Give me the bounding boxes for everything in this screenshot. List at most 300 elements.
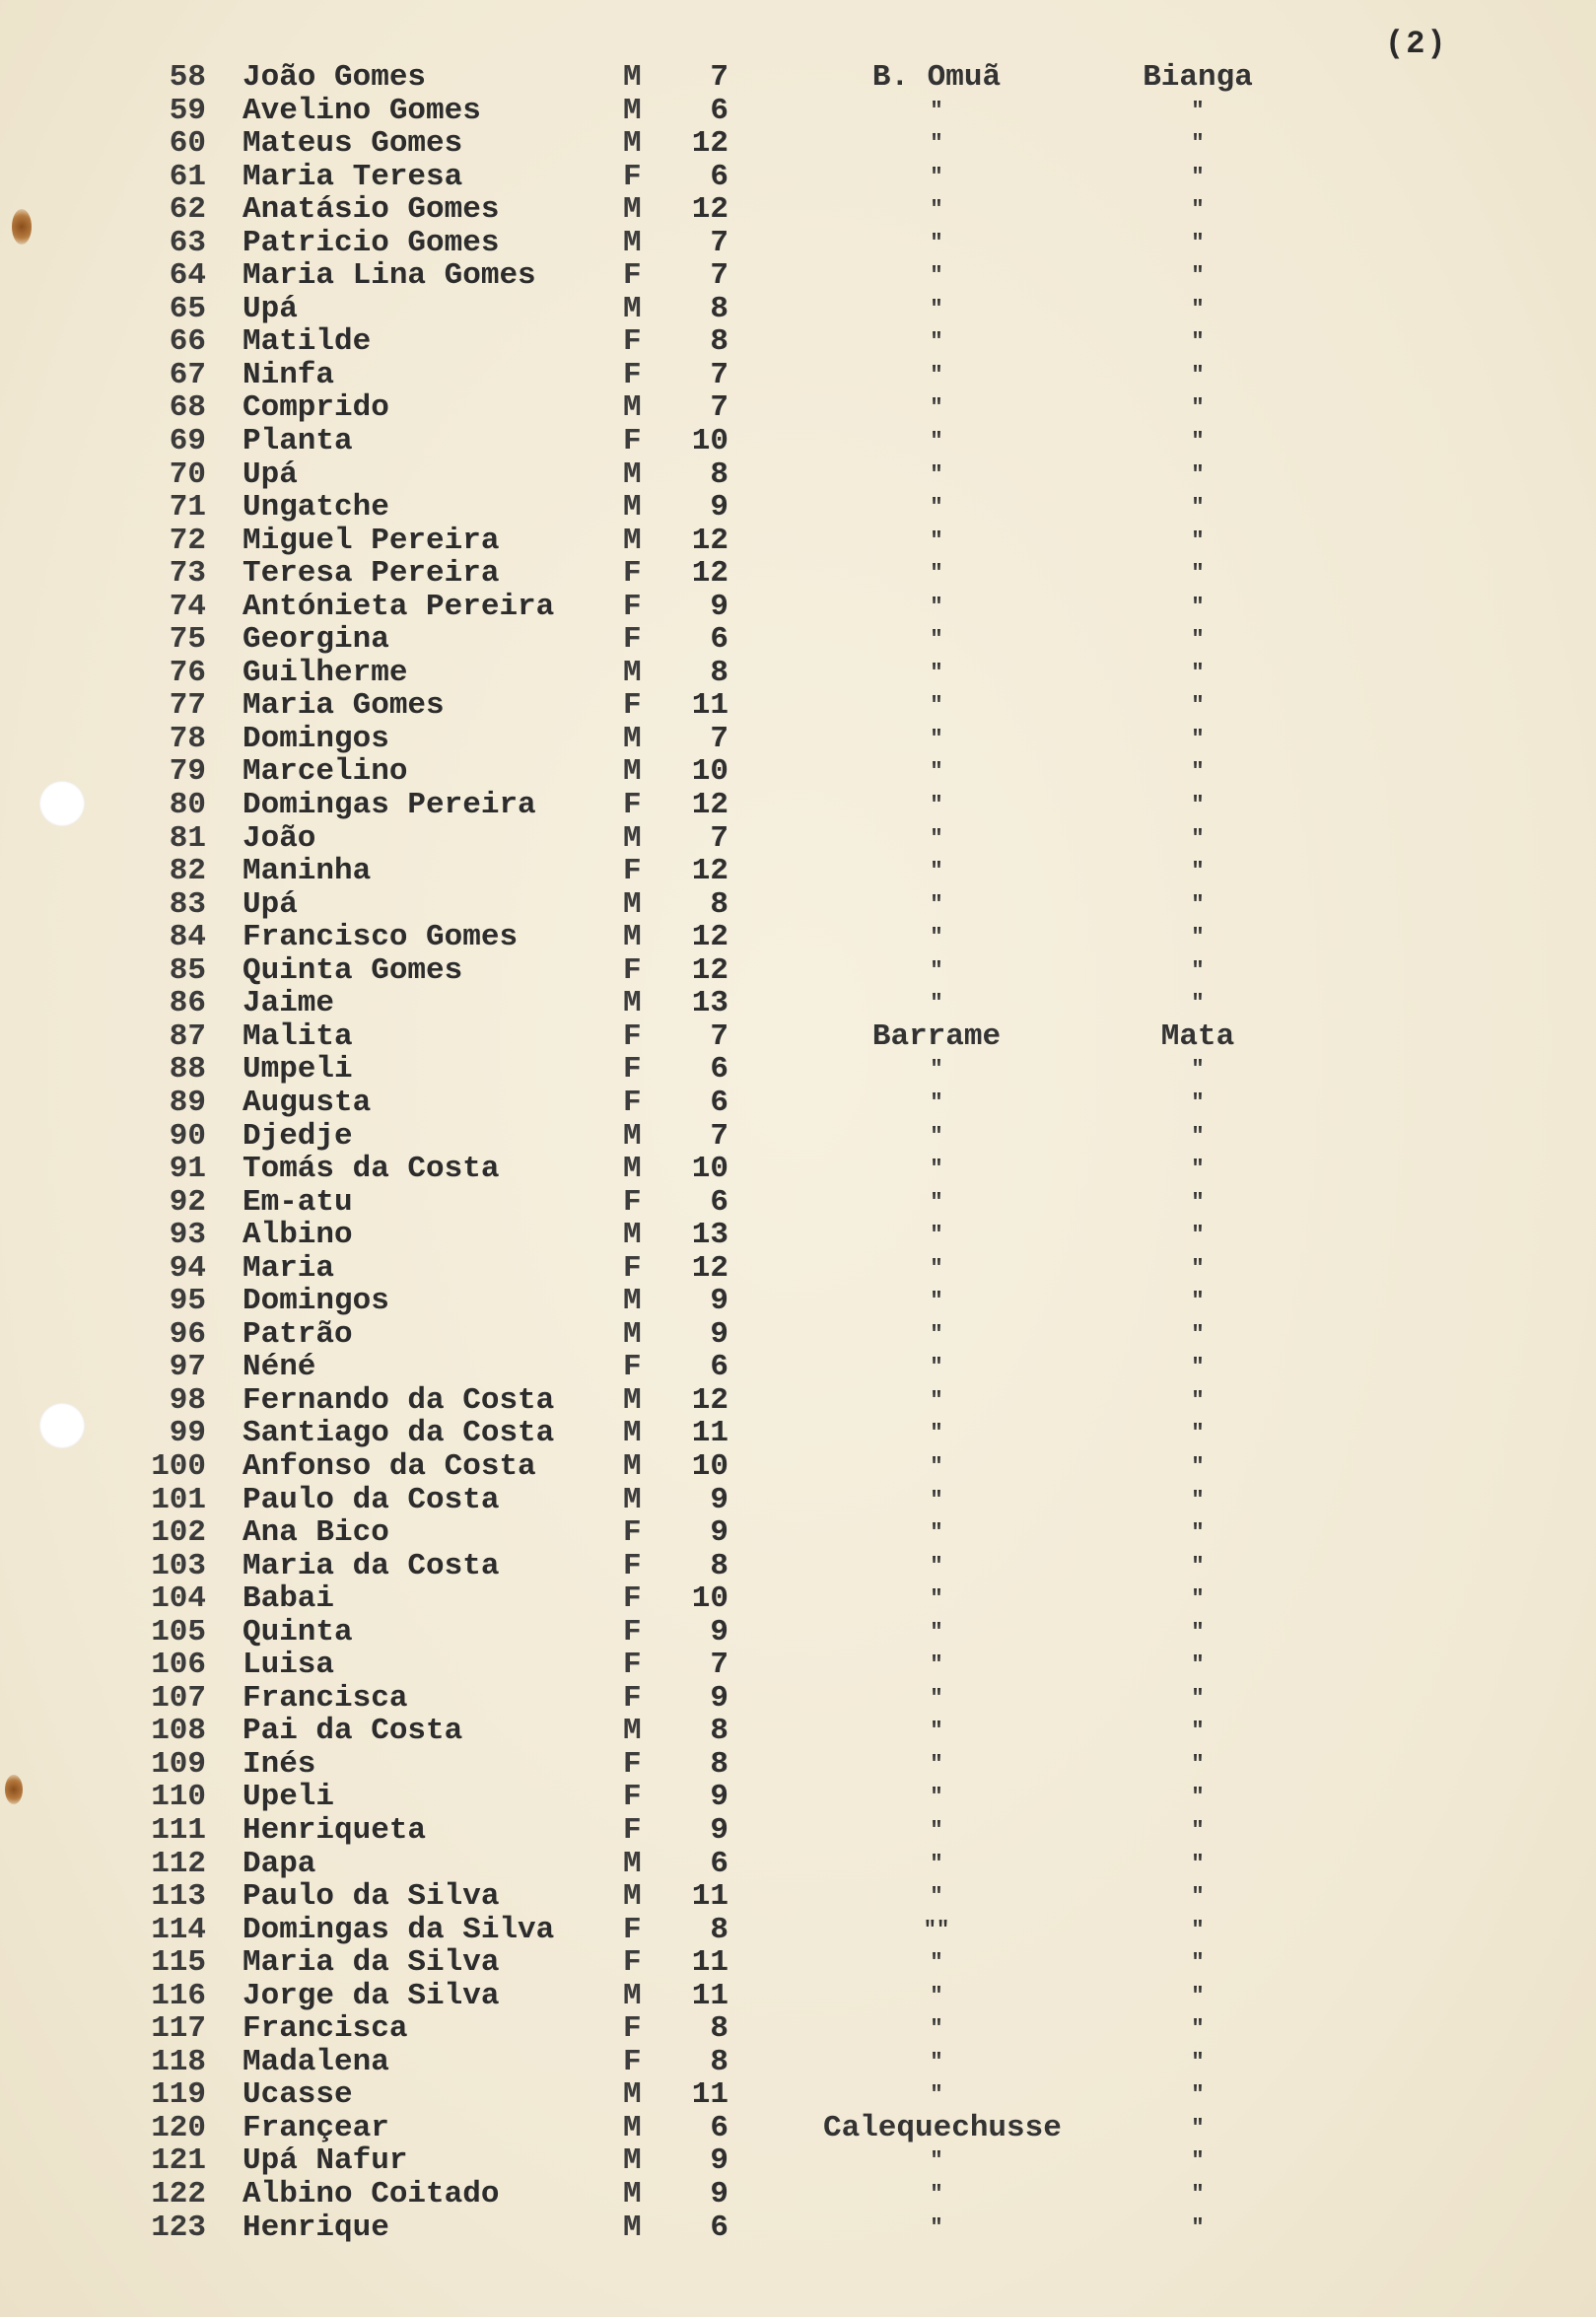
- row-number: 97: [169, 1350, 206, 1385]
- sex-code: M: [623, 1714, 642, 1749]
- child-name: Patricio Gomes: [243, 225, 500, 260]
- location-cell: ": [930, 660, 943, 685]
- sex-code: F: [623, 1648, 642, 1683]
- child-name: Inés: [243, 1746, 316, 1782]
- register-row: [0, 259, 1596, 293]
- row-number: 94: [169, 1250, 206, 1286]
- register-row: [0, 491, 1596, 525]
- age-value: 13: [691, 1218, 729, 1253]
- sex-code: M: [623, 1316, 642, 1352]
- row-number: 111: [151, 1812, 206, 1848]
- register-row: [0, 2046, 1596, 2079]
- region-cell: ": [1191, 1685, 1205, 1711]
- location-cell: ": [930, 627, 943, 653]
- child-name: Quinta Gomes: [243, 952, 463, 988]
- sex-code: M: [623, 456, 642, 492]
- row-number: 91: [169, 1152, 206, 1187]
- child-name: Guilherme: [243, 655, 408, 690]
- region-cell: ": [1191, 1817, 1205, 1843]
- region-cell: ": [1191, 2214, 1205, 2240]
- register-row: [0, 1848, 1596, 1881]
- age-value: 9: [710, 1812, 729, 1848]
- sex-code: M: [623, 390, 642, 426]
- sex-code: M: [623, 1879, 642, 1915]
- region-cell: ": [1191, 1553, 1205, 1579]
- child-name: Quinta: [243, 1614, 353, 1650]
- age-value: 7: [710, 258, 729, 294]
- location-cell: ": [930, 1851, 943, 1876]
- region-cell: ": [1191, 1719, 1205, 1744]
- age-value: 7: [710, 1648, 729, 1683]
- sex-code: F: [623, 1680, 642, 1716]
- register-row: [0, 391, 1596, 425]
- region-cell: ": [1191, 1223, 1205, 1248]
- location-cell: ": [930, 1884, 943, 1910]
- location-cell: ": [930, 825, 943, 851]
- row-number: 109: [151, 1746, 206, 1782]
- row-number: 63: [169, 225, 206, 260]
- row-number: 70: [169, 456, 206, 492]
- row-number: 106: [151, 1648, 206, 1683]
- child-name: Upá Nafur: [243, 2143, 408, 2179]
- age-value: 6: [710, 1085, 729, 1120]
- location-cell: ": [930, 891, 943, 917]
- child-name: Anatásio Gomes: [243, 192, 500, 228]
- region-cell: ": [1191, 859, 1205, 884]
- region-cell: ": [1191, 2148, 1205, 2174]
- row-number: 114: [151, 1912, 206, 1947]
- age-value: 9: [710, 1284, 729, 1319]
- row-number: 66: [169, 324, 206, 360]
- row-number: 96: [169, 1316, 206, 1352]
- register-row: [0, 193, 1596, 227]
- register-row: [0, 61, 1596, 95]
- row-number: 105: [151, 1614, 206, 1650]
- sex-code: M: [623, 1118, 642, 1154]
- age-value: 8: [710, 1746, 729, 1782]
- register-row: [0, 855, 1596, 888]
- sex-code: F: [623, 1018, 642, 1054]
- sex-code: M: [623, 1448, 642, 1484]
- region-cell: ": [1191, 1453, 1205, 1479]
- location-cell: ": [930, 1189, 943, 1215]
- location-cell: ": [930, 1321, 943, 1347]
- register-row: [0, 557, 1596, 591]
- child-name: João Gomes: [243, 60, 427, 95]
- region-cell: ": [1191, 561, 1205, 587]
- register-row: [0, 227, 1596, 260]
- sex-code: F: [623, 854, 642, 889]
- region-cell: ": [1191, 627, 1205, 653]
- location-cell: ": [930, 395, 943, 421]
- location-cell: ": [930, 1223, 943, 1248]
- row-number: 103: [151, 1548, 206, 1583]
- row-number: 98: [169, 1382, 206, 1418]
- child-name: Domingas Pereira: [243, 788, 536, 823]
- row-number: 81: [169, 820, 206, 856]
- region-cell: ": [1191, 2182, 1205, 2207]
- row-number: 83: [169, 886, 206, 922]
- row-number: 69: [169, 424, 206, 459]
- register-row: [0, 1318, 1596, 1352]
- region-cell: Bianga: [1143, 60, 1253, 95]
- region-cell: ": [1191, 395, 1205, 421]
- row-number: 86: [169, 986, 206, 1021]
- region-cell: ": [1191, 1189, 1205, 1215]
- register-row: [0, 1516, 1596, 1550]
- region-cell: ": [1191, 263, 1205, 289]
- location-cell: ": [930, 495, 943, 521]
- row-number: 119: [151, 2077, 206, 2113]
- child-name: Maria Lina Gomes: [243, 258, 536, 294]
- age-value: 11: [691, 2077, 729, 2113]
- register-row: [0, 1781, 1596, 1814]
- row-number: 93: [169, 1218, 206, 1253]
- location-cell: ": [930, 2182, 943, 2207]
- region-cell: ": [1191, 461, 1205, 487]
- age-value: 10: [691, 424, 729, 459]
- location-cell: ": [930, 329, 943, 355]
- age-value: 12: [691, 920, 729, 955]
- child-name: Augusta: [243, 1085, 372, 1120]
- region-cell: ": [1191, 957, 1205, 983]
- row-number: 85: [169, 952, 206, 988]
- location-cell: ": [930, 1487, 943, 1512]
- region-cell: ": [1191, 891, 1205, 917]
- age-value: 8: [710, 324, 729, 360]
- region-cell: ": [1191, 429, 1205, 455]
- sex-code: F: [623, 357, 642, 392]
- register-row: [0, 1582, 1596, 1616]
- row-number: 65: [169, 291, 206, 326]
- sex-code: M: [623, 655, 642, 690]
- register-row: [0, 1053, 1596, 1087]
- sex-code: F: [623, 952, 642, 988]
- register-row: [0, 525, 1596, 558]
- age-value: 8: [710, 456, 729, 492]
- row-number: 84: [169, 920, 206, 955]
- sex-code: M: [623, 820, 642, 856]
- location-cell: ": [930, 1289, 943, 1314]
- age-value: 9: [710, 1515, 729, 1551]
- row-number: 121: [151, 2143, 206, 2179]
- age-value: 8: [710, 1548, 729, 1583]
- region-cell: ": [1191, 1123, 1205, 1149]
- sex-code: F: [623, 1250, 642, 1286]
- child-name: Maria da Silva: [243, 1945, 500, 1981]
- region-cell: ": [1191, 164, 1205, 189]
- child-name: Paulo da Silva: [243, 1879, 500, 1915]
- child-name: Em-atu: [243, 1184, 353, 1220]
- location-cell: ": [930, 98, 943, 123]
- child-name: Georgina: [243, 622, 389, 658]
- location-cell: ": [930, 263, 943, 289]
- location-cell: ": [930, 693, 943, 719]
- sex-code: F: [623, 324, 642, 360]
- register-row: [0, 1946, 1596, 1980]
- age-value: 8: [710, 291, 729, 326]
- register-row: [0, 1384, 1596, 1418]
- sex-code: F: [623, 1912, 642, 1947]
- location-cell: ": [930, 2214, 943, 2240]
- child-name: Maria da Costa: [243, 1548, 500, 1583]
- row-number: 61: [169, 159, 206, 194]
- register-row: [0, 888, 1596, 922]
- sex-code: F: [623, 1548, 642, 1583]
- register-row: [0, 325, 1596, 359]
- age-value: 10: [691, 1448, 729, 1484]
- sex-code: M: [623, 192, 642, 228]
- location-cell: ": [930, 561, 943, 587]
- register-row: [0, 1450, 1596, 1484]
- location-cell: ": [930, 429, 943, 455]
- region-cell: ": [1191, 594, 1205, 619]
- age-value: 9: [710, 1780, 729, 1815]
- region-cell: ": [1191, 759, 1205, 785]
- child-name: Françear: [243, 2110, 389, 2145]
- sex-code: M: [623, 721, 642, 756]
- row-number: 68: [169, 390, 206, 426]
- row-number: 102: [151, 1515, 206, 1551]
- sex-code: F: [623, 424, 642, 459]
- age-value: 7: [710, 390, 729, 426]
- child-name: Domingos: [243, 721, 389, 756]
- register-row: [0, 1880, 1596, 1914]
- location-cell: ": [930, 1685, 943, 1711]
- sex-code: F: [623, 1812, 642, 1848]
- row-number: 88: [169, 1052, 206, 1088]
- region-cell: ": [1191, 2115, 1205, 2141]
- child-name: Maria Gomes: [243, 688, 445, 724]
- row-number: 58: [169, 60, 206, 95]
- child-name: Ungatche: [243, 490, 389, 526]
- age-value: 12: [691, 126, 729, 162]
- region-cell: ": [1191, 1884, 1205, 1910]
- location-cell: ": [930, 1355, 943, 1380]
- location-cell: ": [930, 1586, 943, 1612]
- register-row: [0, 2178, 1596, 2212]
- child-name: Tomás da Costa: [243, 1152, 500, 1187]
- age-value: 8: [710, 1912, 729, 1947]
- row-number: 62: [169, 192, 206, 228]
- sex-code: F: [623, 1052, 642, 1088]
- row-number: 76: [169, 655, 206, 690]
- age-value: 12: [691, 1250, 729, 1286]
- row-number: 87: [169, 1018, 206, 1054]
- age-value: 12: [691, 854, 729, 889]
- child-name: Miguel Pereira: [243, 523, 500, 558]
- location-cell: ": [930, 131, 943, 157]
- sex-code: M: [623, 1416, 642, 1451]
- region-cell: ": [1191, 1355, 1205, 1380]
- register-row: [0, 161, 1596, 194]
- row-number: 110: [151, 1780, 206, 1815]
- region-cell: ": [1191, 2049, 1205, 2074]
- location-cell: ": [930, 1719, 943, 1744]
- age-value: 12: [691, 952, 729, 988]
- location-cell: ": [930, 1950, 943, 1976]
- location-cell: ": [930, 1255, 943, 1281]
- age-value: 8: [710, 655, 729, 690]
- child-name: Ninfa: [243, 357, 335, 392]
- sex-code: F: [623, 1780, 642, 1815]
- region-cell: Mata: [1160, 1018, 1235, 1054]
- child-name: Babai: [243, 1581, 335, 1617]
- region-cell: ": [1191, 1421, 1205, 1446]
- location-cell: ": [930, 1553, 943, 1579]
- location-cell: ": [930, 2016, 943, 2042]
- child-name: Pai da Costa: [243, 1714, 463, 1749]
- region-cell: ": [1191, 1157, 1205, 1182]
- region-cell: ": [1191, 1387, 1205, 1413]
- child-name: Anfonso da Costa: [243, 1448, 536, 1484]
- location-cell: ": [930, 527, 943, 553]
- region-cell: ": [1191, 2082, 1205, 2108]
- register-row: [0, 1285, 1596, 1318]
- location-cell: ": [930, 1817, 943, 1843]
- region-cell: ": [1191, 693, 1205, 719]
- row-number: 120: [151, 2110, 206, 2145]
- region-cell: ": [1191, 98, 1205, 123]
- row-number: 71: [169, 490, 206, 526]
- child-name: Marcelino: [243, 754, 408, 790]
- region-cell: ": [1191, 660, 1205, 685]
- age-value: 10: [691, 1152, 729, 1187]
- register-row: [0, 2112, 1596, 2145]
- register-row: [0, 755, 1596, 789]
- register-row: [0, 359, 1596, 392]
- row-number: 73: [169, 556, 206, 592]
- sex-code: M: [623, 93, 642, 128]
- age-value: 12: [691, 556, 729, 592]
- register-row: [0, 1417, 1596, 1450]
- location-cell: ": [930, 461, 943, 487]
- age-value: 6: [710, 1184, 729, 1220]
- sex-code: M: [623, 1482, 642, 1517]
- age-value: 11: [691, 1978, 729, 2013]
- register-row: [0, 2212, 1596, 2245]
- sex-code: F: [623, 1085, 642, 1120]
- child-name: Upá: [243, 291, 298, 326]
- age-value: 9: [710, 1614, 729, 1650]
- location-cell: ": [930, 925, 943, 950]
- age-value: 9: [710, 490, 729, 526]
- sex-code: F: [623, 2044, 642, 2079]
- age-value: 6: [710, 159, 729, 194]
- location-cell: B. Omuã: [871, 60, 1002, 95]
- row-number: 82: [169, 854, 206, 889]
- region-cell: ": [1191, 1057, 1205, 1083]
- sex-code: M: [623, 2077, 642, 2113]
- row-number: 79: [169, 754, 206, 790]
- sex-code: M: [623, 126, 642, 162]
- register-row: [0, 689, 1596, 723]
- register-row: [0, 1087, 1596, 1120]
- child-name: Mateus Gomes: [243, 126, 463, 162]
- sex-code: F: [623, 2011, 642, 2047]
- child-name: Djedje: [243, 1118, 353, 1154]
- row-number: 100: [151, 1448, 206, 1484]
- region-cell: ": [1191, 230, 1205, 255]
- register-row: [0, 1616, 1596, 1650]
- age-value: 6: [710, 1846, 729, 1881]
- child-name: Planta: [243, 424, 353, 459]
- location-cell: ": [930, 1057, 943, 1083]
- row-number: 80: [169, 788, 206, 823]
- location-cell: ": [930, 793, 943, 818]
- age-value: 7: [710, 357, 729, 392]
- location-cell: "": [923, 1917, 950, 1942]
- location-cell: ": [930, 1157, 943, 1182]
- child-name: Santiago da Costa: [243, 1416, 555, 1451]
- age-value: 10: [691, 754, 729, 790]
- row-number: 74: [169, 589, 206, 624]
- location-cell: ": [930, 164, 943, 189]
- age-value: 7: [710, 721, 729, 756]
- row-number: 77: [169, 688, 206, 724]
- age-value: 6: [710, 93, 729, 128]
- sex-code: M: [623, 886, 642, 922]
- age-value: 11: [691, 1416, 729, 1451]
- sex-code: M: [623, 2177, 642, 2212]
- row-number: 116: [151, 1978, 206, 2013]
- row-number: 113: [151, 1879, 206, 1915]
- child-name: Luisa: [243, 1648, 335, 1683]
- register-row: [0, 591, 1596, 624]
- age-value: 6: [710, 622, 729, 658]
- region-cell: ": [1191, 1950, 1205, 1976]
- age-value: 6: [710, 2110, 729, 2145]
- sex-code: F: [623, 1614, 642, 1650]
- age-value: 7: [710, 60, 729, 95]
- register-row: [0, 1020, 1596, 1054]
- child-name: Maria: [243, 1250, 335, 1286]
- register-row: [0, 2078, 1596, 2112]
- row-number: 64: [169, 258, 206, 294]
- child-name: Teresa Pereira: [243, 556, 500, 592]
- register-row: [0, 954, 1596, 988]
- child-name: Malita: [243, 1018, 353, 1054]
- age-value: 6: [710, 2210, 729, 2245]
- age-value: 11: [691, 1879, 729, 1915]
- register-row: [0, 458, 1596, 492]
- location-cell: ": [930, 2148, 943, 2174]
- sex-code: F: [623, 1581, 642, 1617]
- child-name: Comprido: [243, 390, 389, 426]
- location-cell: ": [930, 1089, 943, 1115]
- sex-code: F: [623, 159, 642, 194]
- child-name: Matilde: [243, 324, 372, 360]
- location-cell: Calequechusse: [823, 2110, 1062, 2145]
- register-row: [0, 921, 1596, 954]
- child-name: Jaime: [243, 986, 335, 1021]
- child-name: Umpeli: [243, 1052, 353, 1088]
- child-name: Ucasse: [243, 2077, 353, 2113]
- register-row: [0, 2012, 1596, 2046]
- register-row: [0, 1252, 1596, 1286]
- child-name: Upá: [243, 456, 298, 492]
- age-value: 8: [710, 2044, 729, 2079]
- region-cell: ": [1191, 527, 1205, 553]
- child-name: Henrique: [243, 2210, 389, 2245]
- region-cell: ": [1191, 991, 1205, 1017]
- register-row: [0, 1980, 1596, 2013]
- sex-code: M: [623, 2110, 642, 2145]
- register-row: [0, 1814, 1596, 1848]
- location-cell: Barrame: [871, 1018, 1002, 1054]
- child-name: Jorge da Silva: [243, 1978, 500, 2013]
- age-value: 13: [691, 986, 729, 1021]
